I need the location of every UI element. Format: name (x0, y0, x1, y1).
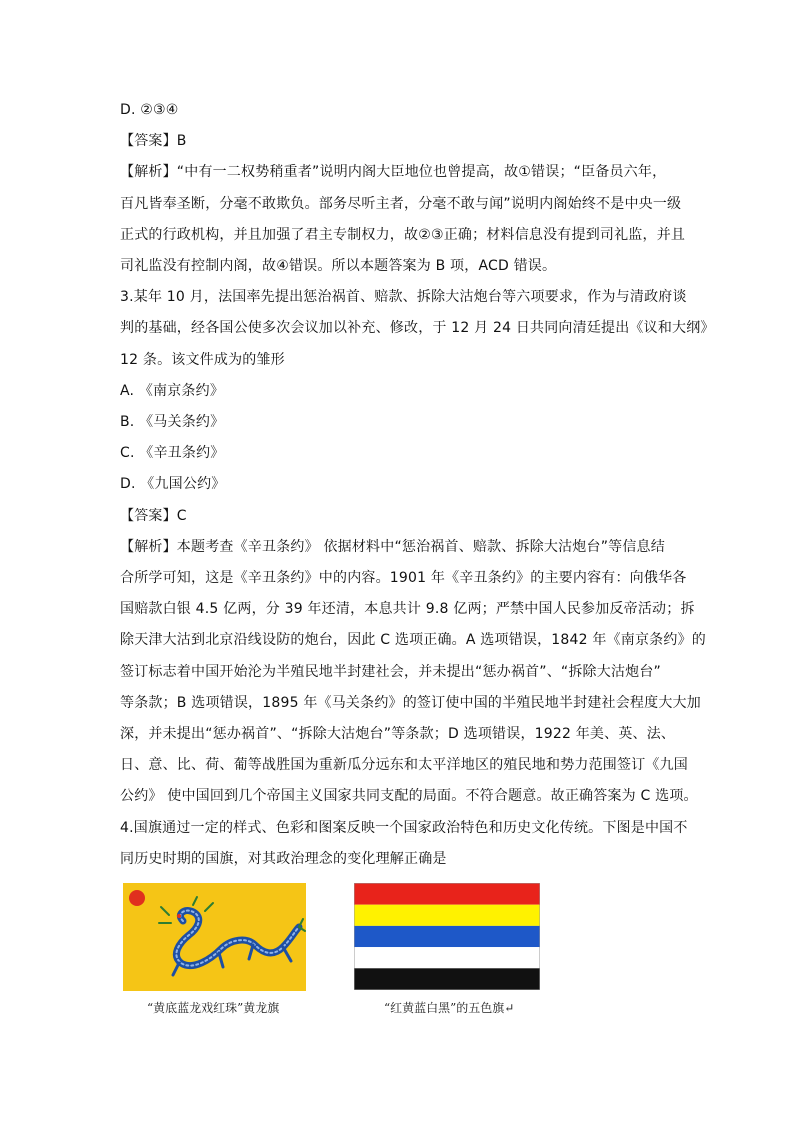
red-pearl (129, 890, 145, 906)
flag-stripe (355, 968, 540, 989)
text-line: 4.国旗通过一定的样式、色彩和图案反映一个国家政治特色和历史文化传统。下图是中国不 (120, 820, 688, 836)
text-line: 签订标志着中国开始沦为半殖民地半封建社会，并未提出“惩办祸首”、“拆除大沽炮台” (120, 664, 662, 680)
text-line: 【解析】本题考查《辛丑条约》 依据材料中“惩治祸首、赔款、拆除大沽炮台”等信息结 (120, 539, 665, 555)
text-line: 【答案】B (120, 133, 187, 149)
text-line: C. 《辛丑条约》 (120, 445, 225, 461)
text-line: 司礼监没有控制内阁，故④错误。所以本题答案为 B 项，ACD 错误。 (120, 258, 557, 274)
text-line: 深，并未提出“惩办祸首”、“拆除大沽炮台”等条款；D 选项错误，1922 年美、英、法、 (120, 726, 676, 742)
flag-stripe (355, 926, 540, 947)
dragon-flag-caption: “黄底蓝龙戏红珠”黄龙旗 (147, 1001, 280, 1015)
text-line: 判的基础，经各国公使多次会议加以补充、修改，于 12 月 24 日共同向清廷提出《议和大纲》 (120, 320, 715, 336)
text-line: 除天津大沽到北京沿线设防的炮台，因此 C 选项正确。A 选项错误，1842 年《南京条约》的 (120, 632, 706, 648)
text-line: 12 条。该文件成为的雏形 (120, 352, 285, 368)
text-line: 3.某年 10 月，法国率先提出惩治祸首、赔款、拆除大沽炮台等六项要求，作为与清政府谈 (120, 289, 687, 305)
text-line: 【解析】“中有一二权势稍重者”说明内阁大臣地位也曾提高，故①错误；“臣备员六年， (120, 164, 667, 180)
dragon-eye (177, 914, 181, 918)
yellow-dragon-flag (123, 883, 306, 991)
text-line: A. 《南京条约》 (120, 383, 225, 399)
flag-stripe (355, 905, 540, 926)
text-line: 正式的行政机构，并且加强了君主专制权力，故②③正确；材料信息没有提到司礼监，并且 (120, 227, 686, 243)
text-line: 同历史时期的国旗，对其政治理念的变化理解正确是 (120, 851, 447, 867)
text-line: 公约》 使中国回到几个帝国主义国家共同支配的局面。不符合题意。故正确答案为 C 选项。 (120, 788, 698, 804)
text-line: D. 《九国公约》 (120, 476, 226, 492)
text-line: B. 《马关条约》 (120, 414, 225, 430)
text-line: 日、意、比、荷、葡等战胜国为重新瓜分远东和太平洋地区的殖民地和势力范围签订《九国 (120, 757, 688, 773)
text-line: 合所学可知，这是《辛丑条约》中的内容。1901 年《辛丑条约》的主要内容有：向俄华各 (120, 570, 687, 586)
text-line: 国赔款白银 4.5 亿两，分 39 年还清，本息共计 9.8 亿两；严禁中国人民参加反帝活动；拆 (120, 601, 695, 617)
text-line: 百凡皆奉圣断，分毫不敢欺负。部务尽听主者，分毫不敢与闻”说明内阁始终不是中央一级 (120, 196, 682, 212)
flag-stripe (355, 884, 540, 905)
flag-stripe (355, 947, 540, 968)
flag-stripes (355, 884, 540, 990)
five-color-flag-caption: “红黄蓝白黑”的五色旗↵ (384, 1001, 515, 1015)
text-line: 【答案】C (120, 508, 187, 524)
text-line: 等条款；B 选项错误，1895 年《马关条约》的签订使中国的半殖民地半封建社会程度大大加 (120, 695, 701, 711)
text-line: D. ②③④ (120, 102, 179, 118)
flag-field (123, 883, 306, 991)
five-colored-flag (354, 883, 540, 990)
